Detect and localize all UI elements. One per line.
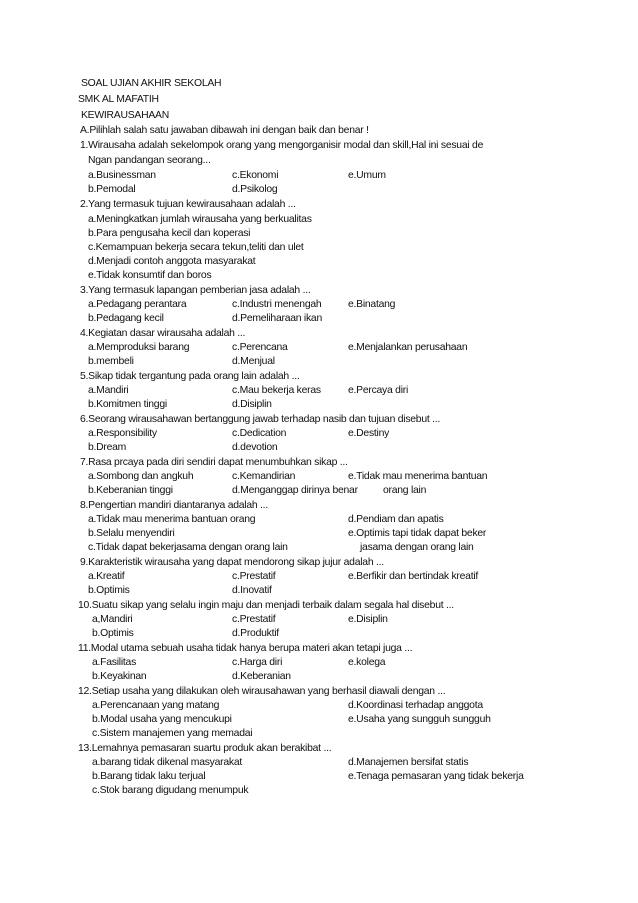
option: a.Kreatif <box>88 571 125 582</box>
option: b.Modal usaha yang mencukupi <box>92 714 232 725</box>
option: e.Tidak konsumtif dan boros <box>88 270 212 281</box>
option: e.Menjalankan perusahaan <box>348 342 468 353</box>
option: d.Menganggap dirinya benar <box>232 485 358 496</box>
option: c.Harga diri <box>232 657 283 668</box>
option: d.Psikolog <box>232 184 278 195</box>
option: c.Dedication <box>232 428 287 439</box>
option: b.membeli <box>88 356 134 367</box>
question-5: 5.Sikap tidak tergantung pada orang lain adalah ... <box>80 371 300 382</box>
question-2: 2.Yang termasuk tujuan kewirausahaan adalah ... <box>80 199 296 210</box>
option: c.Tidak dapat bekerjasama dengan orang lain <box>88 542 288 553</box>
option: b.Barang tidak laku terjual <box>92 771 206 782</box>
option: e.Tenaga pemasaran yang tidak bekerja <box>348 771 524 782</box>
question-1: 1.Wirausaha adalah sekelompok orang yang mengorganisir modal dan skill,Hal ini sesuai de <box>80 140 484 151</box>
option: d.Pemeliharaan ikan <box>232 313 322 324</box>
question-12: 12.Setiap usaha yang dilakukan oleh wirausahawan yang berhasil diawali dengan ... <box>78 686 446 697</box>
option: e.Binatang <box>348 299 396 310</box>
option: e.Berfikir dan bertindak kreatif <box>348 571 479 582</box>
question-9: 9.Karakteristik wirausaha yang dapat mendorong sikap jujur adalah ... <box>80 557 384 568</box>
option: b.Komitmen tinggi <box>88 399 167 410</box>
option: b.Selalu menyendiri <box>88 528 175 539</box>
question-7: 7.Rasa prcaya pada diri sendiri dapat menumbuhkan sikap ... <box>80 457 348 468</box>
question-13: 13.Lemahnya pemasaran suartu produk akan berakibat ... <box>78 743 332 754</box>
option: d.Pendiam dan apatis <box>348 514 444 525</box>
option: c.Perencana <box>232 342 288 353</box>
option: a.Responsibility <box>88 428 157 439</box>
option: d.devotion <box>232 442 278 453</box>
option: d.Produktif <box>232 628 279 639</box>
option: e.Usaha yang sungguh sungguh <box>348 714 491 725</box>
option: a.Memproduksi barang <box>88 342 190 353</box>
option: a.Pedagang perantara <box>88 299 187 310</box>
question-8: 8.Pengertian mandiri diantaranya adalah ... <box>80 500 268 511</box>
option: b.Pemodal <box>88 184 136 195</box>
option: d.Koordinasi terhadap anggota <box>348 700 483 711</box>
option: e.Umum <box>348 170 386 181</box>
option-cont: jasama dengan orang lain <box>360 542 474 553</box>
option: e.Percaya diri <box>348 385 409 396</box>
question-1-cont: Ngan pandangan seorang... <box>88 155 211 166</box>
option: c.Ekonomi <box>232 170 279 181</box>
subject-name: KEWIRAUSAHAAN <box>81 110 169 121</box>
option: c.Industri menengah <box>232 299 322 310</box>
option: b.Pedagang kecil <box>88 313 164 324</box>
option: d.Keberanian <box>232 671 291 682</box>
option: d.Disiplin <box>232 399 272 410</box>
option: d.Menjadi contoh anggota masyarakat <box>88 256 256 267</box>
option: b.Keberanian tinggi <box>88 485 173 496</box>
option: a.Tidak mau menerima bantuan orang <box>88 514 256 525</box>
option: c.Kemampuan bekerja secara tekun,teliti dan ulet <box>88 242 304 253</box>
question-4: 4.Kegiatan dasar wirausaha adalah ... <box>80 328 246 339</box>
option: a.Perencanaan yang matang <box>92 700 220 711</box>
option: a.Fasilitas <box>92 657 137 668</box>
option: a,Mandiri <box>92 614 133 625</box>
option: b.Para pengusaha kecil dan koperasi <box>88 228 251 239</box>
option: d.Manajemen bersifat statis <box>348 757 469 768</box>
option: b.Optimis <box>92 628 134 639</box>
question-11: 11.Modal utama sebuah usaha tidak hanya berupa materi akan tetapi juga ... <box>78 643 413 654</box>
question-3: 3.Yang termasuk lapangan pemberian jasa adalah ... <box>80 285 311 296</box>
option: b.Dream <box>88 442 127 453</box>
option: e.Optimis tapi tidak dapat beker <box>348 528 487 539</box>
option: c.Kemandirian <box>232 471 296 482</box>
option: b.Optimis <box>88 585 130 596</box>
instruction: A.Pilihlah salah satu jawaban dibawah ini dengan baik dan benar ! <box>80 125 369 136</box>
option: e.Destiny <box>348 428 390 439</box>
option: c.Mau bekerja keras <box>232 385 321 396</box>
option: c.Stok barang digudang menumpuk <box>92 785 249 796</box>
option: c.Prestatif <box>232 614 276 625</box>
option-cont: orang lain <box>383 485 427 496</box>
option: a.Businessman <box>88 170 156 181</box>
option: c.Sistem manajemen yang memadai <box>92 728 253 739</box>
question-10: 10.Suatu sikap yang selalu ingin maju dan menjadi terbaik dalam segala hal disebut ... <box>78 600 454 611</box>
school-name: SMK AL MAFATIH <box>78 94 159 105</box>
option: e.Tidak mau menerima bantuan <box>348 471 488 482</box>
school-exam-title: SOAL UJIAN AKHIR SEKOLAH <box>81 78 222 89</box>
option: a.Mandiri <box>88 385 129 396</box>
option: e.kolega <box>348 657 386 668</box>
option: d.Menjual <box>232 356 275 367</box>
option: a.Meningkatkan jumlah wirausaha yang berkualitas <box>88 214 312 225</box>
question-6: 6.Seorang wirausahawan bertanggung jawab terhadap nasib dan tujuan disebut ... <box>80 414 441 425</box>
option: e.Disiplin <box>348 614 388 625</box>
option: a.Sombong dan angkuh <box>88 471 194 482</box>
option: c.Prestatif <box>232 571 276 582</box>
option: b.Keyakinan <box>92 671 147 682</box>
option: a.barang tidak dikenal masyarakat <box>92 757 243 768</box>
option: d.Inovatif <box>232 585 272 596</box>
